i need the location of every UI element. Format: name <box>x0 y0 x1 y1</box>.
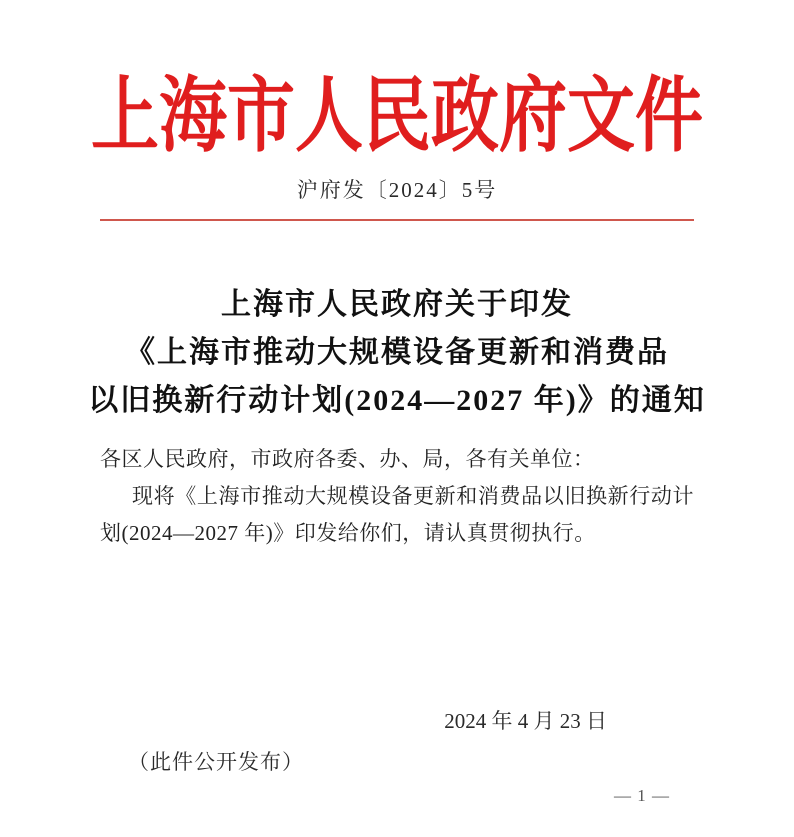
letterhead-title: 上海市人民政府文件 <box>90 70 703 162</box>
document-number: 沪府发〔2024〕5号 <box>296 178 498 202</box>
document-title-line-3: 以旧换新行动计划(2024—2027 年)》的通知 <box>88 384 706 417</box>
document-title-line-2: 《上海市推动大规模设备更新和消费品 <box>125 336 669 369</box>
page-number: — 1 — <box>614 786 670 805</box>
document-title <box>0 281 794 425</box>
salutation-line: 各区人民政府，市政府各委、办、局，各有关单位： <box>100 447 595 471</box>
issue-date: 2024 年 4 月 23 日 <box>444 709 607 733</box>
document-body <box>100 441 694 552</box>
document-title-line-1: 上海市人民政府关于印发 <box>221 288 573 321</box>
publish-note: （此件公开发布） <box>128 750 304 774</box>
red-divider-line <box>100 219 694 221</box>
body-paragraph: 现将《上海市推动大规模设备更新和消费品以旧换新行动计划(2024—2027 年)》印发给你们，请认真贯彻执行。 <box>100 484 694 545</box>
